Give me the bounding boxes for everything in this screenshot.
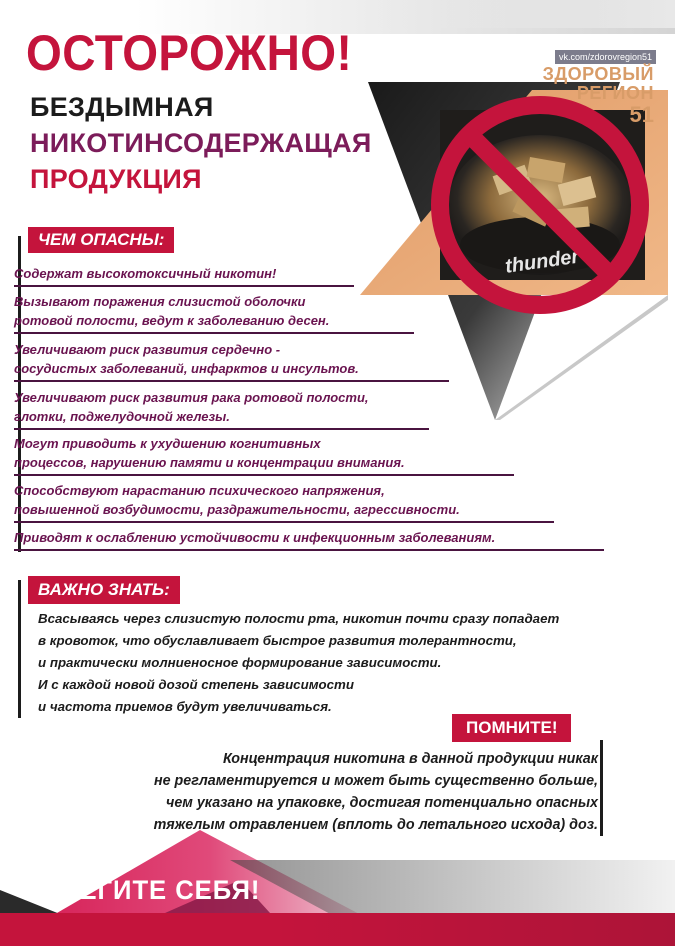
brand-url: vk.com/zdorovregion51	[555, 50, 656, 64]
important-line: И с каждой новой дозой степень зависимости	[38, 677, 355, 692]
brand-line-3: 51	[629, 102, 654, 127]
subtitle-line-3: ПРОДУКЦИЯ	[30, 164, 202, 194]
footer-shade	[0, 913, 675, 946]
brand-logo	[544, 50, 662, 130]
subtitle-line-1: БЕЗДЫМНАЯ	[30, 92, 214, 122]
important-text	[38, 608, 638, 718]
important-line: и частота приемов будут увеличиваться.	[38, 699, 332, 714]
danger-item	[14, 434, 514, 476]
danger-item-line: Содержат высокотоксичный никотин!	[14, 266, 277, 281]
danger-item-line: Приводят к ослаблению устойчивости к инфекционным заболеваниям.	[14, 530, 496, 545]
danger-item-line: Увеличивают риск развития сердечно -	[14, 342, 281, 357]
footer-slogan: БЕРЕГИТЕ СЕБЯ!	[24, 875, 261, 905]
important-line: и практически молниеносное формирование зависимости.	[38, 655, 442, 670]
danger-item	[14, 340, 449, 382]
remember-line: чем указано на упаковке, достигая потенциально опасных	[165, 795, 598, 811]
remember-line: не регламентируется и может быть существенно больше,	[153, 773, 598, 789]
brand-line-1: ЗДОРОВЫЙ	[542, 64, 654, 84]
danger-item	[14, 388, 429, 430]
danger-item	[14, 528, 604, 551]
warning-headline: ОСТОРОЖНО!	[26, 25, 353, 81]
danger-item-line: Способствуют нарастанию психического напряжения,	[14, 483, 385, 498]
important-line: Всасываясь через слизистую полости рта, никотин почти сразу попадает	[38, 611, 560, 626]
subtitle-line-2: НИКОТИНСОДЕРЖАЩАЯ	[30, 128, 372, 158]
danger-item-line: процессов, нарушению памяти и концентрации внимания.	[14, 455, 405, 470]
danger-item	[14, 292, 414, 334]
remember-line: тяжелым отравлением (вплоть до летального исхода) доз.	[153, 817, 598, 833]
remember-text	[70, 748, 598, 836]
danger-item-line: сосудистых заболеваний, инфарктов и инсультов.	[14, 361, 359, 376]
important-heading: ВАЖНО ЗНАТЬ:	[28, 576, 180, 604]
danger-item-line: повышенной возбудимости, раздражительности, агрессивности.	[14, 502, 460, 517]
brand-line-2: РЕГИОН	[576, 83, 654, 103]
remember-heading: ПОМНИТЕ!	[452, 714, 571, 742]
tin-label: thunder	[503, 245, 581, 278]
danger-item-line: Вызывают поражения слизистой оболочки	[14, 294, 306, 309]
important-line: в кровоток, что обуславливает быстрое развития толерантности,	[38, 633, 517, 648]
danger-item-line: ротовой полости, ведут к заболеванию десен.	[14, 313, 330, 328]
danger-item-line: Могут приводить к ухудшению когнитивных	[14, 436, 321, 451]
dangers-heading: ЧЕМ ОПАСНЫ:	[28, 227, 174, 253]
danger-item	[14, 481, 554, 523]
remember-line: Концентрация никотина в данной продукции никак	[223, 751, 598, 767]
remember-side-line	[600, 740, 603, 836]
danger-item-line: Увеличивают риск развития рака ротовой полости,	[14, 390, 369, 405]
important-side-line	[18, 580, 21, 718]
danger-item	[14, 264, 354, 287]
danger-item-line: глотки, поджелудочной железы.	[14, 409, 230, 424]
